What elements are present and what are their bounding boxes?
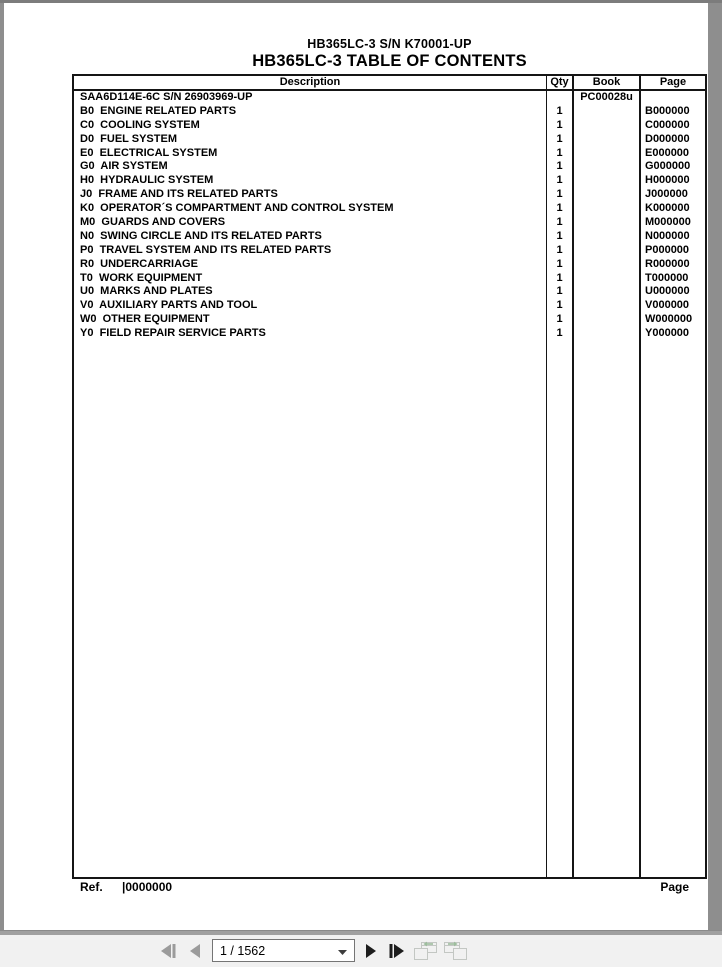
document-footer bbox=[4, 880, 708, 896]
row-description: V0 AUXILIARY PARTS AND TOOL bbox=[80, 299, 258, 312]
page-number-dropdown[interactable] bbox=[212, 939, 355, 962]
table-row bbox=[74, 230, 705, 244]
last-page-icon bbox=[387, 943, 407, 959]
row-description: P0 TRAVEL SYSTEM AND ITS RELATED PARTS bbox=[80, 243, 332, 256]
table-row bbox=[74, 119, 705, 133]
row-page: H000000 bbox=[645, 174, 690, 187]
last-page-button[interactable] bbox=[384, 937, 410, 964]
row-qty: 1 bbox=[556, 174, 563, 187]
row-description: Y0 FIELD REPAIR SERVICE PARTS bbox=[80, 327, 266, 340]
toc-rows bbox=[74, 91, 705, 341]
header-book: Book bbox=[592, 76, 621, 88]
row-page: Y000000 bbox=[645, 327, 690, 340]
row-qty: 1 bbox=[556, 146, 563, 159]
document-page bbox=[4, 3, 708, 930]
row-page: M000000 bbox=[645, 216, 691, 229]
previous-page-icon bbox=[188, 943, 204, 959]
table-row bbox=[74, 285, 705, 299]
row-description: R0 UNDERCARRIAGE bbox=[80, 257, 198, 270]
table-row bbox=[74, 327, 705, 341]
table-row bbox=[74, 91, 705, 105]
row-qty: 1 bbox=[556, 285, 563, 298]
footer-page-label: Page bbox=[660, 880, 689, 894]
row-qty: 1 bbox=[556, 188, 563, 201]
row-description: W0 OTHER EQUIPMENT bbox=[80, 313, 210, 326]
row-description: T0 WORK EQUIPMENT bbox=[80, 271, 203, 284]
next-page-icon bbox=[362, 943, 378, 959]
row-qty: 1 bbox=[556, 104, 563, 117]
row-page: P000000 bbox=[645, 243, 690, 256]
row-description: U0 MARKS AND PLATES bbox=[80, 285, 213, 298]
row-page: N000000 bbox=[645, 229, 690, 242]
table-row bbox=[74, 299, 705, 313]
row-page: U000000 bbox=[645, 285, 690, 298]
row-description: G0 AIR SYSTEM bbox=[80, 160, 168, 173]
page-navigation-toolbar bbox=[0, 935, 722, 967]
row-description: D0 FUEL SYSTEM bbox=[80, 132, 177, 145]
row-qty: 1 bbox=[556, 313, 563, 326]
table-of-contents bbox=[72, 74, 707, 879]
row-qty: 1 bbox=[556, 160, 563, 173]
row-description: SAA6D114E-6C S/N 26903969-UP bbox=[80, 91, 253, 103]
row-qty: 1 bbox=[556, 202, 563, 215]
ref-value: |0000000 bbox=[122, 880, 173, 894]
header-qty: Qty bbox=[550, 76, 569, 88]
row-description: B0 ENGINE RELATED PARTS bbox=[80, 104, 237, 117]
row-description: H0 HYDRAULIC SYSTEM bbox=[80, 174, 214, 187]
row-description: M0 GUARDS AND COVERS bbox=[80, 216, 226, 229]
ref-label: Ref. bbox=[80, 880, 103, 894]
header-description: Description bbox=[279, 76, 341, 88]
row-page: J000000 bbox=[645, 188, 688, 201]
row-page: T000000 bbox=[645, 271, 689, 284]
row-page: R000000 bbox=[645, 257, 690, 270]
table-header-row bbox=[74, 76, 705, 91]
page-indicator: 1 / 1562 bbox=[220, 943, 266, 958]
row-page: E000000 bbox=[645, 146, 690, 159]
table-row bbox=[74, 272, 705, 286]
row-qty: 1 bbox=[556, 327, 563, 340]
table-row bbox=[74, 105, 705, 119]
row-page: V000000 bbox=[645, 299, 690, 312]
first-page-button[interactable] bbox=[155, 937, 181, 964]
row-description: J0 FRAME AND ITS RELATED PARTS bbox=[80, 188, 278, 201]
table-row bbox=[74, 188, 705, 202]
next-view-icon bbox=[442, 941, 468, 961]
row-book: PC00028u bbox=[580, 91, 633, 103]
table-row bbox=[74, 244, 705, 258]
chevron-down-icon bbox=[338, 944, 347, 958]
table-row bbox=[74, 258, 705, 272]
row-page: B000000 bbox=[645, 104, 690, 117]
row-qty: 1 bbox=[556, 229, 563, 242]
document-titles bbox=[72, 36, 707, 71]
table-row bbox=[74, 313, 705, 327]
row-page: W000000 bbox=[645, 313, 693, 326]
next-view-button[interactable] bbox=[441, 937, 469, 964]
row-description: C0 COOLING SYSTEM bbox=[80, 118, 200, 131]
row-description: N0 SWING CIRCLE AND ITS RELATED PARTS bbox=[80, 229, 322, 242]
row-page: K000000 bbox=[645, 202, 690, 215]
header-page: Page bbox=[659, 76, 687, 88]
row-qty: 1 bbox=[556, 118, 563, 131]
row-qty: 1 bbox=[556, 216, 563, 229]
row-qty: 1 bbox=[556, 243, 563, 256]
row-description: E0 ELECTRICAL SYSTEM bbox=[80, 146, 218, 159]
previous-view-button[interactable] bbox=[412, 937, 440, 964]
next-page-button[interactable] bbox=[357, 937, 383, 964]
previous-page-button[interactable] bbox=[183, 937, 209, 964]
row-page: G000000 bbox=[645, 160, 691, 173]
table-row bbox=[74, 202, 705, 216]
row-page: C000000 bbox=[645, 118, 690, 131]
table-row bbox=[74, 174, 705, 188]
row-description: K0 OPERATOR´S COMPARTMENT AND CONTROL SYSTEM bbox=[80, 202, 394, 215]
table-row bbox=[74, 160, 705, 174]
first-page-icon bbox=[158, 943, 178, 959]
table-row bbox=[74, 133, 705, 147]
row-qty: 1 bbox=[556, 271, 563, 284]
page-title: HB365LC-3 TABLE OF CONTENTS bbox=[252, 52, 527, 70]
table-row bbox=[74, 216, 705, 230]
row-page: D000000 bbox=[645, 132, 690, 145]
table-row bbox=[74, 147, 705, 161]
previous-view-icon bbox=[413, 941, 439, 961]
row-qty: 1 bbox=[556, 299, 563, 312]
row-qty: 1 bbox=[556, 257, 563, 270]
document-subtitle: HB365LC-3 S/N K70001-UP bbox=[307, 37, 472, 51]
row-qty: 1 bbox=[556, 132, 563, 145]
